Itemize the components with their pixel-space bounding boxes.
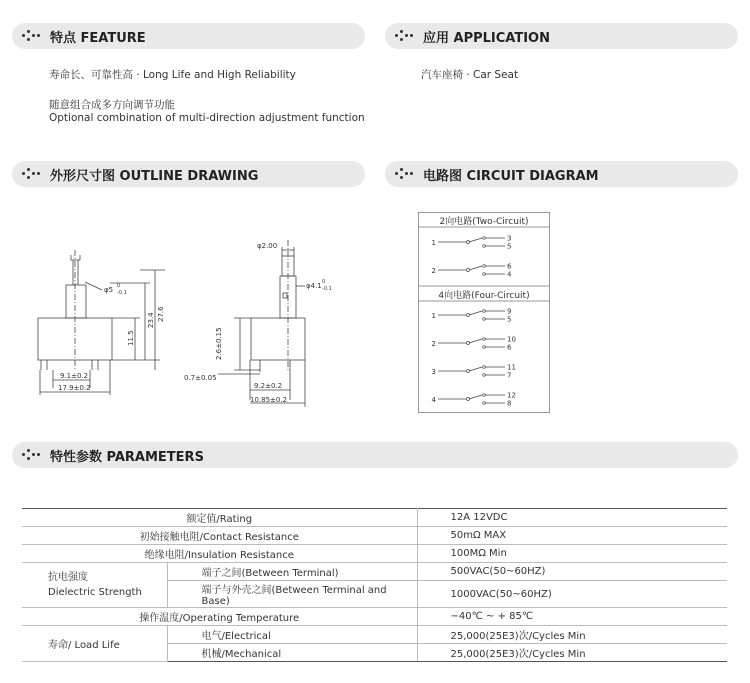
dielectric-label-en: Dielectric Strength (48, 587, 142, 598)
table-row (22, 527, 727, 545)
dim-0-7: 0.7±0.05 (184, 374, 217, 382)
contact-a (483, 265, 486, 268)
dim-10-85: 10.85±0.2 (250, 396, 288, 404)
feature-line-3: Optional combination of multi-direction adjustment function (49, 112, 365, 124)
dim-9-2: 9.2±0.2 (254, 382, 283, 390)
life-label: 寿命/ Load Life (22, 626, 167, 662)
table-row (22, 608, 727, 626)
contact-a (483, 366, 486, 369)
feature-line-2: 随意组合成多方向调节功能 (49, 99, 175, 111)
common-terminal-label: 2 (431, 340, 436, 348)
four-circuit-title: 4向电路(Four-Circuit) (438, 291, 530, 301)
terminal-base-value: 1000VAC(50~60HZ) (417, 581, 727, 608)
contact-b (483, 402, 486, 405)
contact-a (483, 338, 486, 341)
application-header (385, 23, 738, 49)
dim-9-1: 9.1±0.2 (60, 372, 89, 380)
application-title: 应用 APPLICATION (423, 30, 550, 46)
circuit-diagram (418, 212, 553, 415)
contact-a (483, 310, 486, 313)
dim-phi5: φ5 (104, 286, 114, 294)
table-row (22, 509, 727, 527)
terminal-b-label: 7 (507, 371, 512, 380)
terminal-b-label: 8 (507, 399, 512, 408)
terminal-a-label: 6 (507, 262, 512, 271)
dim-17-9: 17.9±0.2 (58, 384, 91, 392)
dim-phi4-1: φ4.1 (306, 282, 322, 290)
between-terminal-value: 500VAC(50~60HZ) (417, 563, 727, 581)
switch-arm (469, 266, 482, 270)
dim-phi2: φ2.00 (257, 242, 278, 250)
terminal-b-label: 5 (507, 242, 512, 251)
four-circuit-switches (432, 308, 516, 408)
terminal-b-label: 4 (507, 270, 512, 279)
dielectric-label (22, 563, 167, 608)
dots-icon (395, 167, 415, 181)
mechanical-label: 机械/Mechanical (167, 644, 417, 662)
contact-b (483, 346, 486, 349)
two-circuit-switches (432, 235, 512, 279)
terminal-a-label: 9 (507, 307, 512, 316)
contact-b (483, 245, 486, 248)
dim-23-4: 23.4 (147, 312, 155, 328)
temperature-value: −40℃ ~ + 85℃ (417, 608, 727, 626)
dim-11-5: 11.5 (127, 330, 135, 346)
application-line-1: 汽车座椅 · Car Seat (421, 69, 519, 81)
switch-arm (469, 395, 482, 399)
contact-label: 初始接触电阻/Contact Resistance (22, 527, 417, 545)
mechanical-value: 25,000(25E3)次/Cycles Min (417, 644, 727, 662)
contact-a (483, 237, 486, 240)
switch-arm (469, 238, 482, 242)
insulation-value: 100MΩ Min (417, 545, 727, 563)
circuit-title: 电路图 CIRCUIT DIAGRAM (423, 168, 599, 184)
insulation-label: 绝缘电阻/Insulation Resistance (22, 545, 417, 563)
switch-arm (469, 367, 482, 371)
common-terminal-label: 1 (431, 312, 436, 320)
common-terminal-label: 3 (431, 368, 436, 376)
outline-header (12, 161, 365, 187)
table-row (22, 626, 727, 644)
dots-icon (395, 29, 415, 43)
four-circuit-switch (432, 336, 516, 352)
circuit-header (385, 161, 738, 187)
terminal-b-label: 5 (507, 315, 512, 324)
feature-title: 特点 FEATURE (50, 30, 146, 46)
contact-b (483, 374, 486, 377)
terminal-a-label: 12 (507, 391, 516, 400)
dim-27-6: 27.6 (157, 306, 165, 322)
four-circuit-switch (432, 392, 516, 408)
two-circuit-switch (432, 263, 512, 279)
two-circuit-title: 2向电路(Two-Circuit) (439, 217, 529, 227)
four-circuit-switch (432, 364, 516, 380)
switch-arm (469, 339, 482, 343)
terminal-a-label: 10 (507, 335, 516, 344)
outline-drawing (0, 230, 380, 415)
common-terminal-label: 2 (431, 267, 436, 275)
parameters-header (12, 442, 738, 468)
rating-value: 12A 12VDC (417, 509, 727, 527)
dots-icon (22, 29, 42, 43)
parameters-title: 特性参数 PARAMETERS (50, 449, 204, 465)
contact-b (483, 318, 486, 321)
contact-a (483, 394, 486, 397)
dielectric-label-cn: 抗电强度 (48, 572, 88, 583)
common-terminal-label: 1 (431, 239, 436, 247)
table-row (22, 563, 727, 581)
parameters-table (22, 508, 727, 662)
dots-icon (22, 167, 42, 181)
terminal-base-label: 端子与外壳之间(Between Terminal and Base) (167, 581, 417, 608)
terminal-a-label: 3 (507, 234, 512, 243)
outline-title: 外形尺寸图 OUTLINE DRAWING (50, 168, 259, 184)
contact-value: 50mΩ MAX (417, 527, 727, 545)
dim-phi4-1-tol-up: 0 (322, 279, 326, 285)
table-row (22, 545, 727, 563)
dim-phi5-tol-dn: -0.1 (117, 290, 127, 296)
dim-phi5-tol-up: 0 (117, 283, 121, 289)
contact-b (483, 273, 486, 276)
between-terminal-label: 端子之间(Between Terminal) (167, 563, 417, 581)
dim-2-6: 2.6±0.15 (215, 327, 223, 360)
temperature-label: 操作温度/Operating Temperature (22, 608, 417, 626)
terminal-a-label: 11 (507, 363, 516, 372)
terminal-b-label: 6 (507, 343, 512, 352)
dim-phi4-1-tol-dn: -0.1 (322, 286, 332, 292)
electrical-label: 电气/Electrical (167, 626, 417, 644)
feature-line-1: 寿命长、可靠性高 · Long Life and High Reliability (49, 69, 296, 81)
four-circuit-switch (432, 308, 512, 324)
common-terminal-label: 4 (431, 396, 436, 404)
electrical-value: 25,000(25E3)次/Cycles Min (417, 626, 727, 644)
dots-icon (22, 448, 42, 462)
feature-header (12, 23, 365, 49)
switch-arm (469, 311, 482, 315)
rating-label: 额定值/Rating (22, 509, 417, 527)
two-circuit-switch (432, 235, 512, 251)
